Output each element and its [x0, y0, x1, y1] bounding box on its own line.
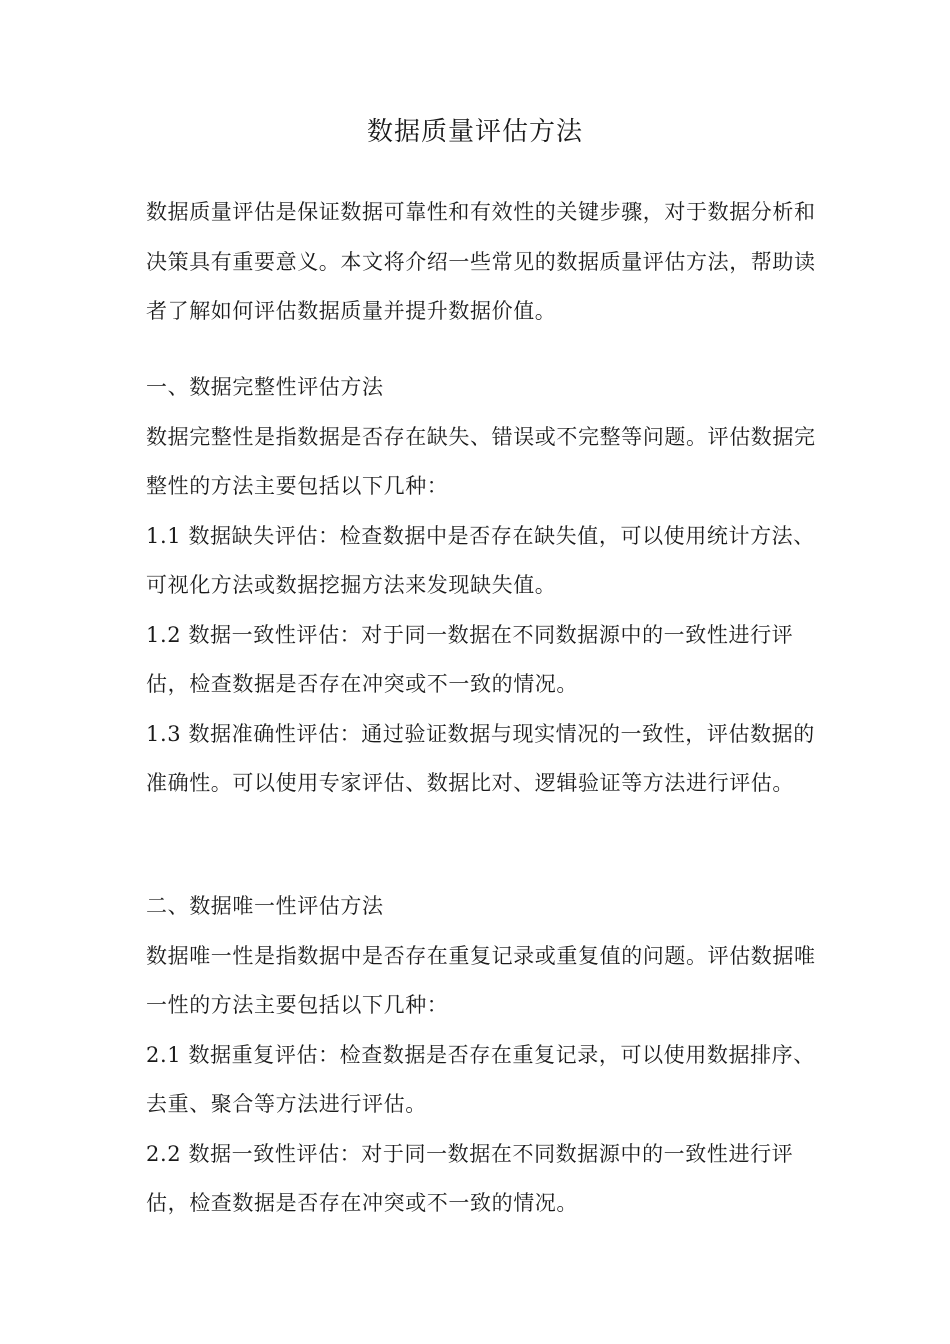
- section-heading: 一、数据完整性评估方法: [146, 375, 384, 399]
- intro-block: [146, 188, 826, 337]
- section-intro-paragraph: 数据完整性是指数据是否存在缺失、错误或不完整等问题。评估数据完整性的方法主要包括以下几种：: [146, 424, 816, 498]
- list-item: 2.2 数据一致性评估：对于同一数据在不同数据源中的一致性进行评估，检查数据是否存在冲突或不一致的情况。: [146, 1141, 794, 1215]
- list-item: 1.3 数据准确性评估：通过验证数据与现实情况的一致性，评估数据的准确性。可以使用专家评估、数据比对、逻辑验证等方法进行评估。: [146, 721, 815, 795]
- list-item: 1.1 数据缺失评估：检查数据中是否存在缺失值，可以使用统计方法、可视化方法或数据挖掘方法来发现缺失值。: [146, 523, 815, 597]
- list-item: 2.1 数据重复评估：检查数据是否存在重复记录，可以使用数据排序、去重、聚合等方法进行评估。: [146, 1042, 815, 1116]
- section-heading: 二、数据唯一性评估方法: [146, 894, 384, 918]
- section-intro-paragraph: 数据唯一性是指数据中是否存在重复记录或重复值的问题。评估数据唯一性的方法主要包括以下几种：: [146, 943, 816, 1017]
- document-title: 数据质量评估方法: [366, 117, 583, 147]
- list-item: 1.2 数据一致性评估：对于同一数据在不同数据源中的一致性进行评估，检查数据是否存在冲突或不一致的情况。: [146, 622, 794, 696]
- intro-paragraph: 数据质量评估是保证数据可靠性和有效性的关键步骤，对于数据分析和决策具有重要意义。本文将介绍一些常见的数据质量评估方法，帮助读者了解如何评估数据质量并提升数据价值。: [146, 200, 816, 323]
- section-1: [146, 363, 826, 809]
- section-2: [146, 882, 826, 1229]
